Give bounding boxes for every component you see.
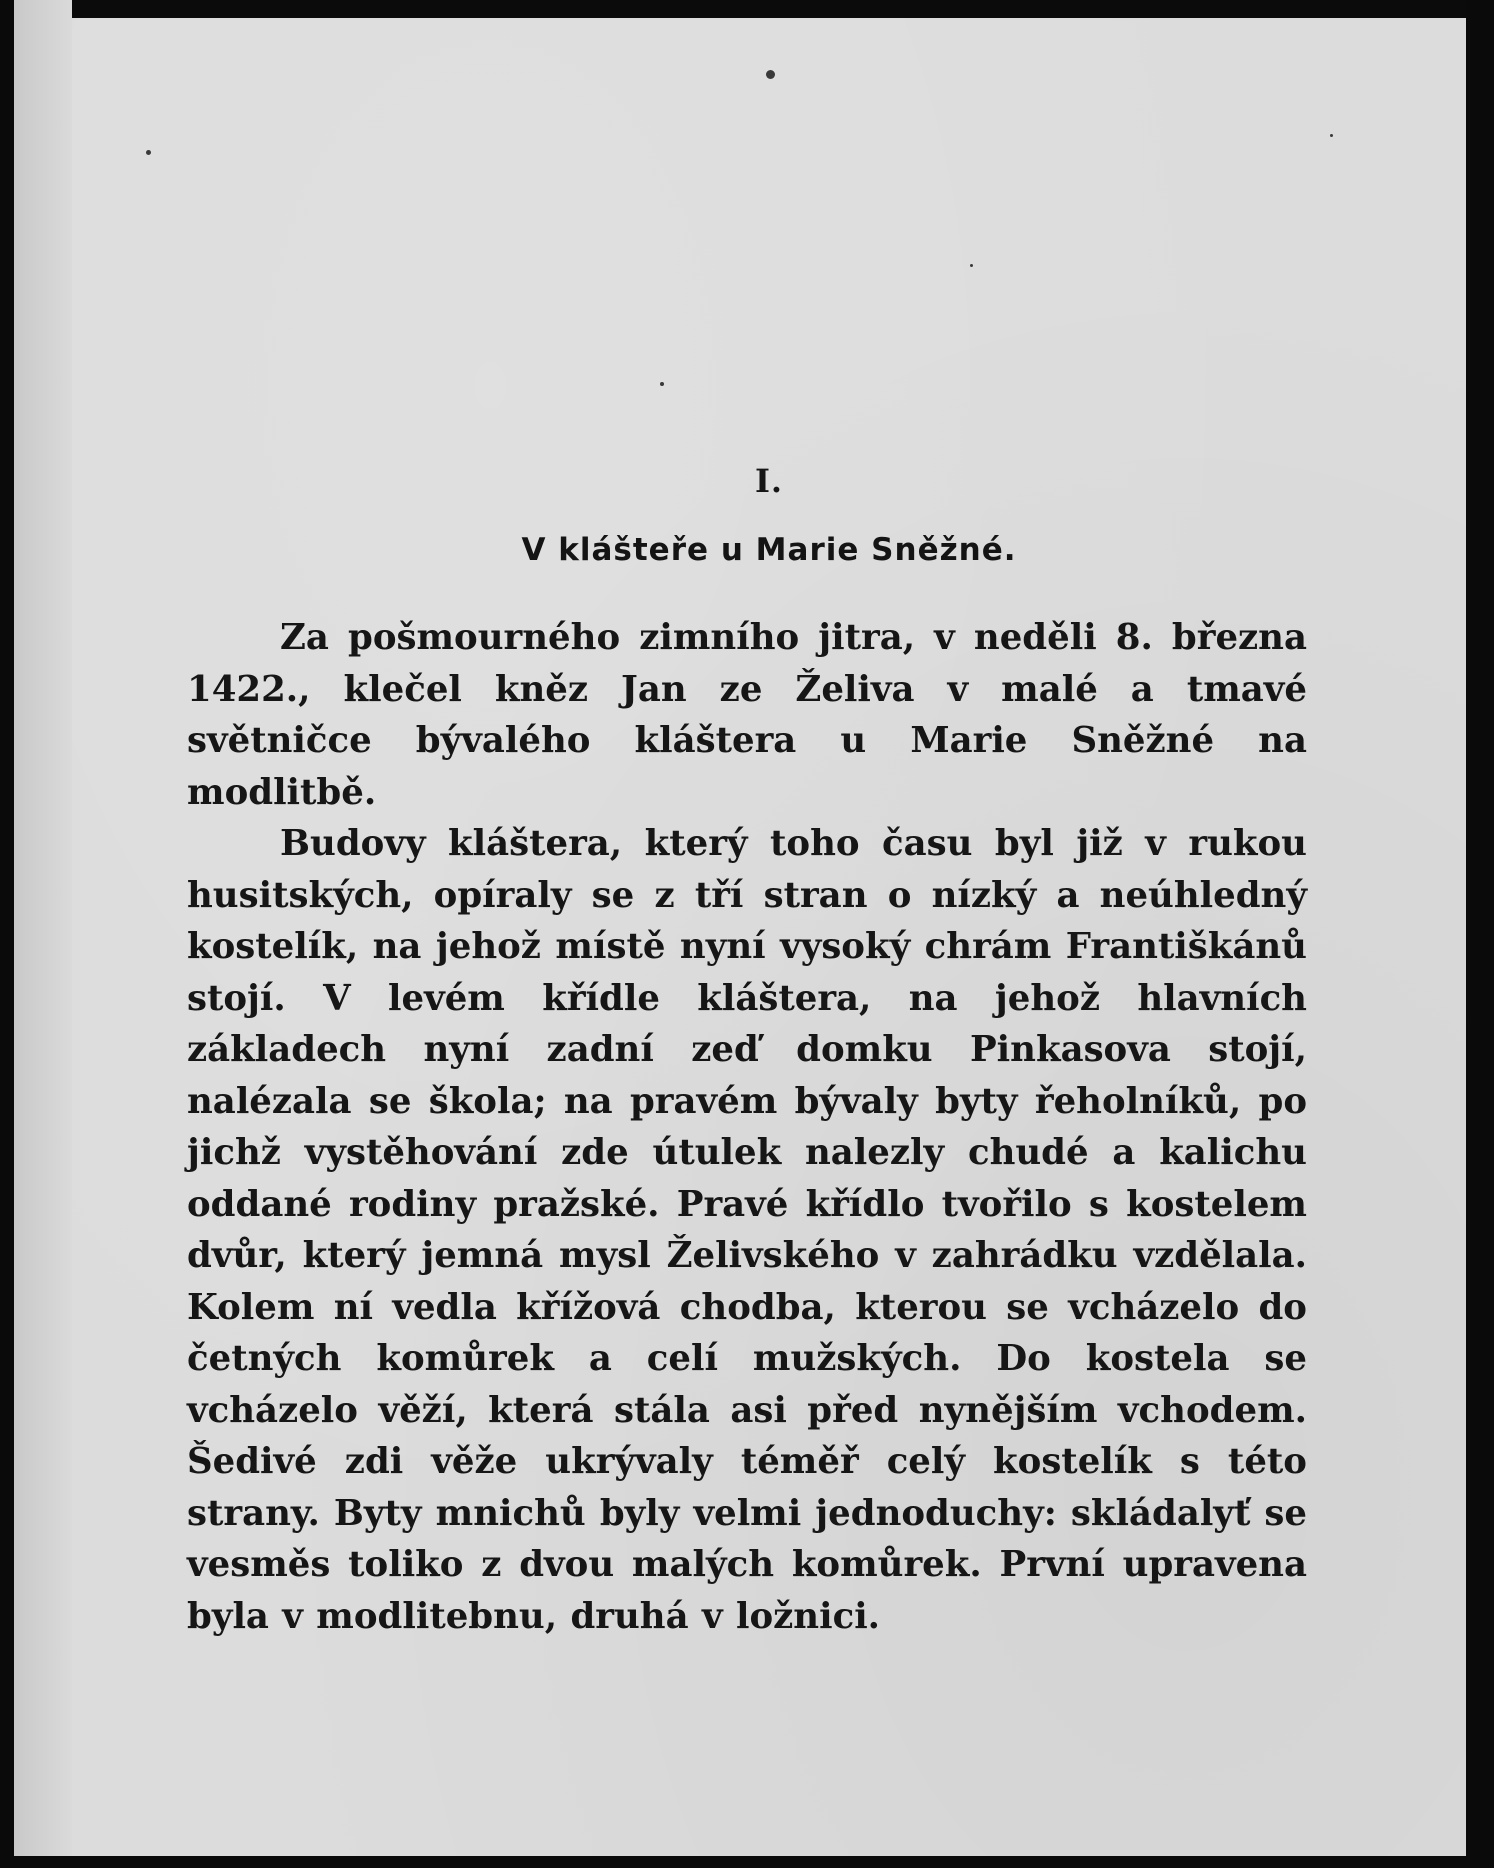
chapter-body xyxy=(187,612,1307,1642)
chapter-number: I. xyxy=(754,462,784,500)
chapter-title: V klášteře u Marie Sněžné. xyxy=(521,532,1017,568)
paper-speck xyxy=(660,382,664,386)
paper-speck xyxy=(970,264,973,267)
scan-left-border xyxy=(0,0,14,1868)
paper-speck xyxy=(766,70,775,79)
book-page xyxy=(72,18,1466,1856)
scan-left-margin xyxy=(14,0,72,1868)
scan-bottom-border xyxy=(0,1856,1494,1868)
paper-speck xyxy=(146,150,151,155)
paragraph-2: Budovy kláštera, který toho času byl již v rukou husitských, opíraly se z tří stran o nízký a neúhledný kostelík, na jehož místě nyní vysoký chrám Františkánů stojí. V levém křídle kláštera, na jehož hlavních základech nyní zadní zeď domku Pinkasova stojí, nalézala se škola; na pravém bývaly byty řeholníků, po jichž vystěhování zde útulek nalezly chudé a kalichu oddané rodiny pražské. Pravé křídlo tvořilo s kostelem dvůr, který jemná mysl Želivského v zahrádku vzdělala. Kolem ní vedla křížová chodba, kterou se vcházelo do četných komůrek a celí mužských. Do kostela se vcházelo věží, která stála asi před nynějším vchodem. Šedivé zdi věže ukrývaly téměř celý kostelík s této strany. Byty mnichů byly velmi jednoduchy: skládalyť se vesměs toliko z dvou malých komůrek. První upravena byla v modlitebnu, druhá v ložnici. xyxy=(187,823,1307,1637)
paragraph-1: Za pošmourného zimního jitra, v neděli 8. března 1422., klečel kněz Jan ze Želiva v malé a tmavé světničce bývalého kláštera u Marie Sněžné na modlitbě. xyxy=(187,617,1307,813)
paper-speck xyxy=(1330,134,1333,137)
scan-right-border xyxy=(1466,0,1494,1868)
